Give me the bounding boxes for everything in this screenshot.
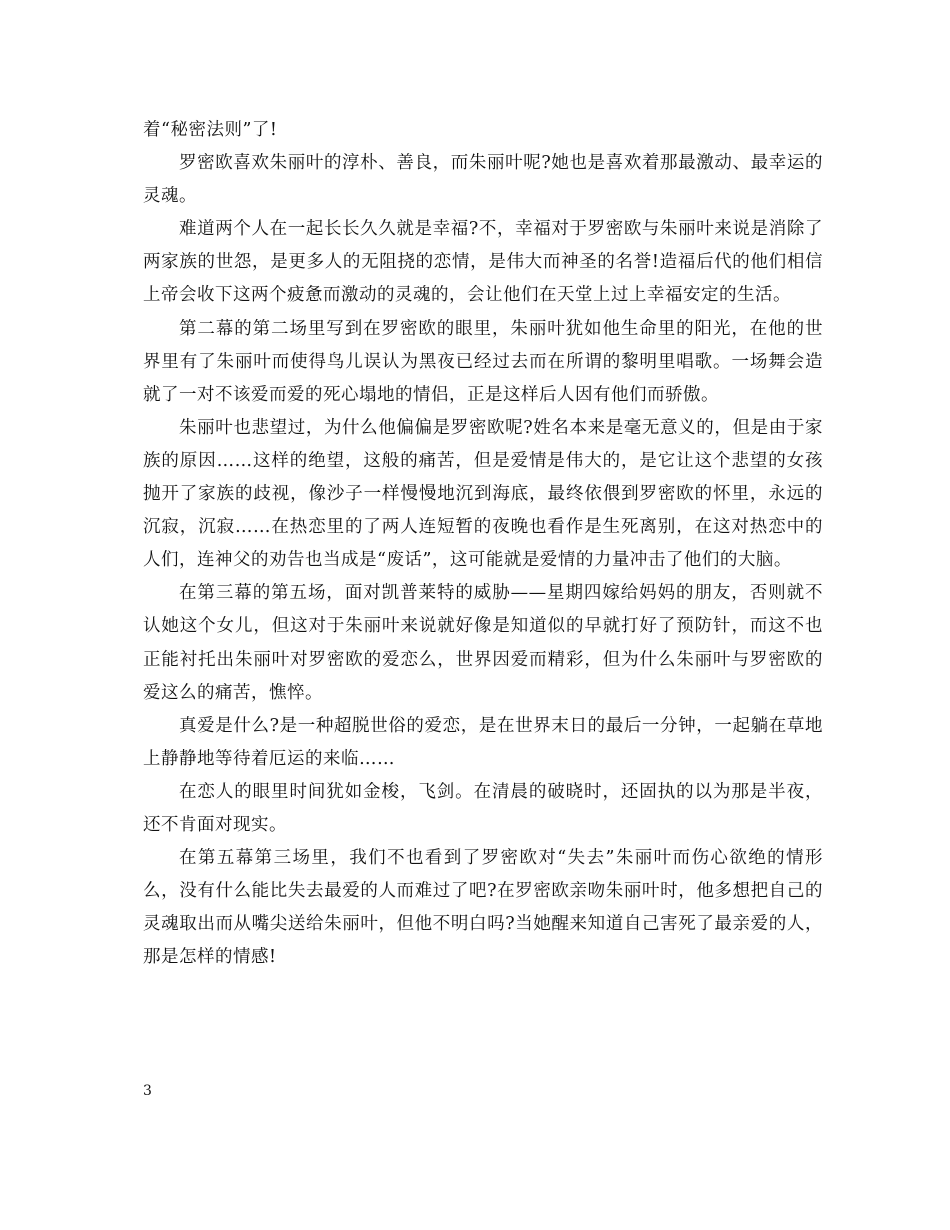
paragraph-3: 难道两个人在一起长长久久就是幸福?不，幸福对于罗密欧与朱丽叶来说是消除了两家族的世怨，是更多人的无阻挠的恋情，是伟大而神圣的名誉!造福后代的他们相信上帝会收下这两个疲惫而激动的灵魂的，会让他们在天堂上过上幸福安定的生活。 [143, 219, 823, 306]
body-text [143, 114, 823, 974]
paragraph-9: 在第五幕第三场里，我们不也看到了罗密欧对“失去”朱丽叶而伤心欲绝的情形么，没有什么能比失去最爱的人而难过了吧?在罗密欧亲吻朱丽叶时，他多想把自己的灵魂取出而从嘴尖送给朱丽叶，但他不明白吗?当她醒来知道自己害死了最亲爱的人，那是怎样的情感! [143, 848, 823, 968]
page-number: 3 [143, 1083, 152, 1099]
paragraph-8: 在恋人的眼里时间犹如金梭，飞剑。在清晨的破晓时，还固执的以为那是半夜，还不肯面对现实。 [143, 781, 823, 835]
paragraph-6: 在第三幕的第五场，面对凯普莱特的威胁——星期四嫁给妈妈的朋友，否则就不认她这个女儿，但这对于朱丽叶来说就好像是知道似的早就打好了预防针，而这不也正能衬托出朱丽叶对罗密欧的爱恋么，世界因爱而精彩，但为什么朱丽叶与罗密欧的爱这么的痛苦，憔悴。 [143, 583, 823, 703]
paragraph-7: 真爱是什么?是一种超脱世俗的爱恋，是在世界末日的最后一分钟，一起躺在草地上静静地等待着厄运的来临…… [143, 715, 823, 769]
paragraph-5: 朱丽叶也悲望过，为什么他偏偏是罗密欧呢?姓名本来是毫无意义的，但是由于家族的原因……这样的绝望，这般的痛苦，但是爱情是伟大的，是它让这个悲望的女孩抛开了家族的歧视，像沙子一样慢慢地沉到海底，最终依偎到罗密欧的怀里，永远的沉寂，沉寂……在热恋里的了两人连短暂的夜晚也看作是生死离别，在这对热恋中的人们，连神父的劝告也当成是“废话”，这可能就是爱情的力量冲击了他们的大脑。 [143, 417, 823, 571]
paragraph-2: 罗密欧喜欢朱丽叶的淳朴、善良，而朱丽叶呢?她也是喜欢着那最激动、最幸运的灵魂。 [143, 153, 823, 207]
paragraph-1: 着“秘密法则”了! [143, 120, 278, 140]
paragraph-4: 第二幕的第二场里写到在罗密欧的眼里，朱丽叶犹如他生命里的阳光，在他的世界里有了朱丽叶而使得鸟儿误认为黑夜已经过去而在所谓的黎明里唱歌。一场舞会造就了一对不该爱而爱的死心塌地的情侣，正是这样后人因有他们而骄傲。 [143, 318, 823, 405]
